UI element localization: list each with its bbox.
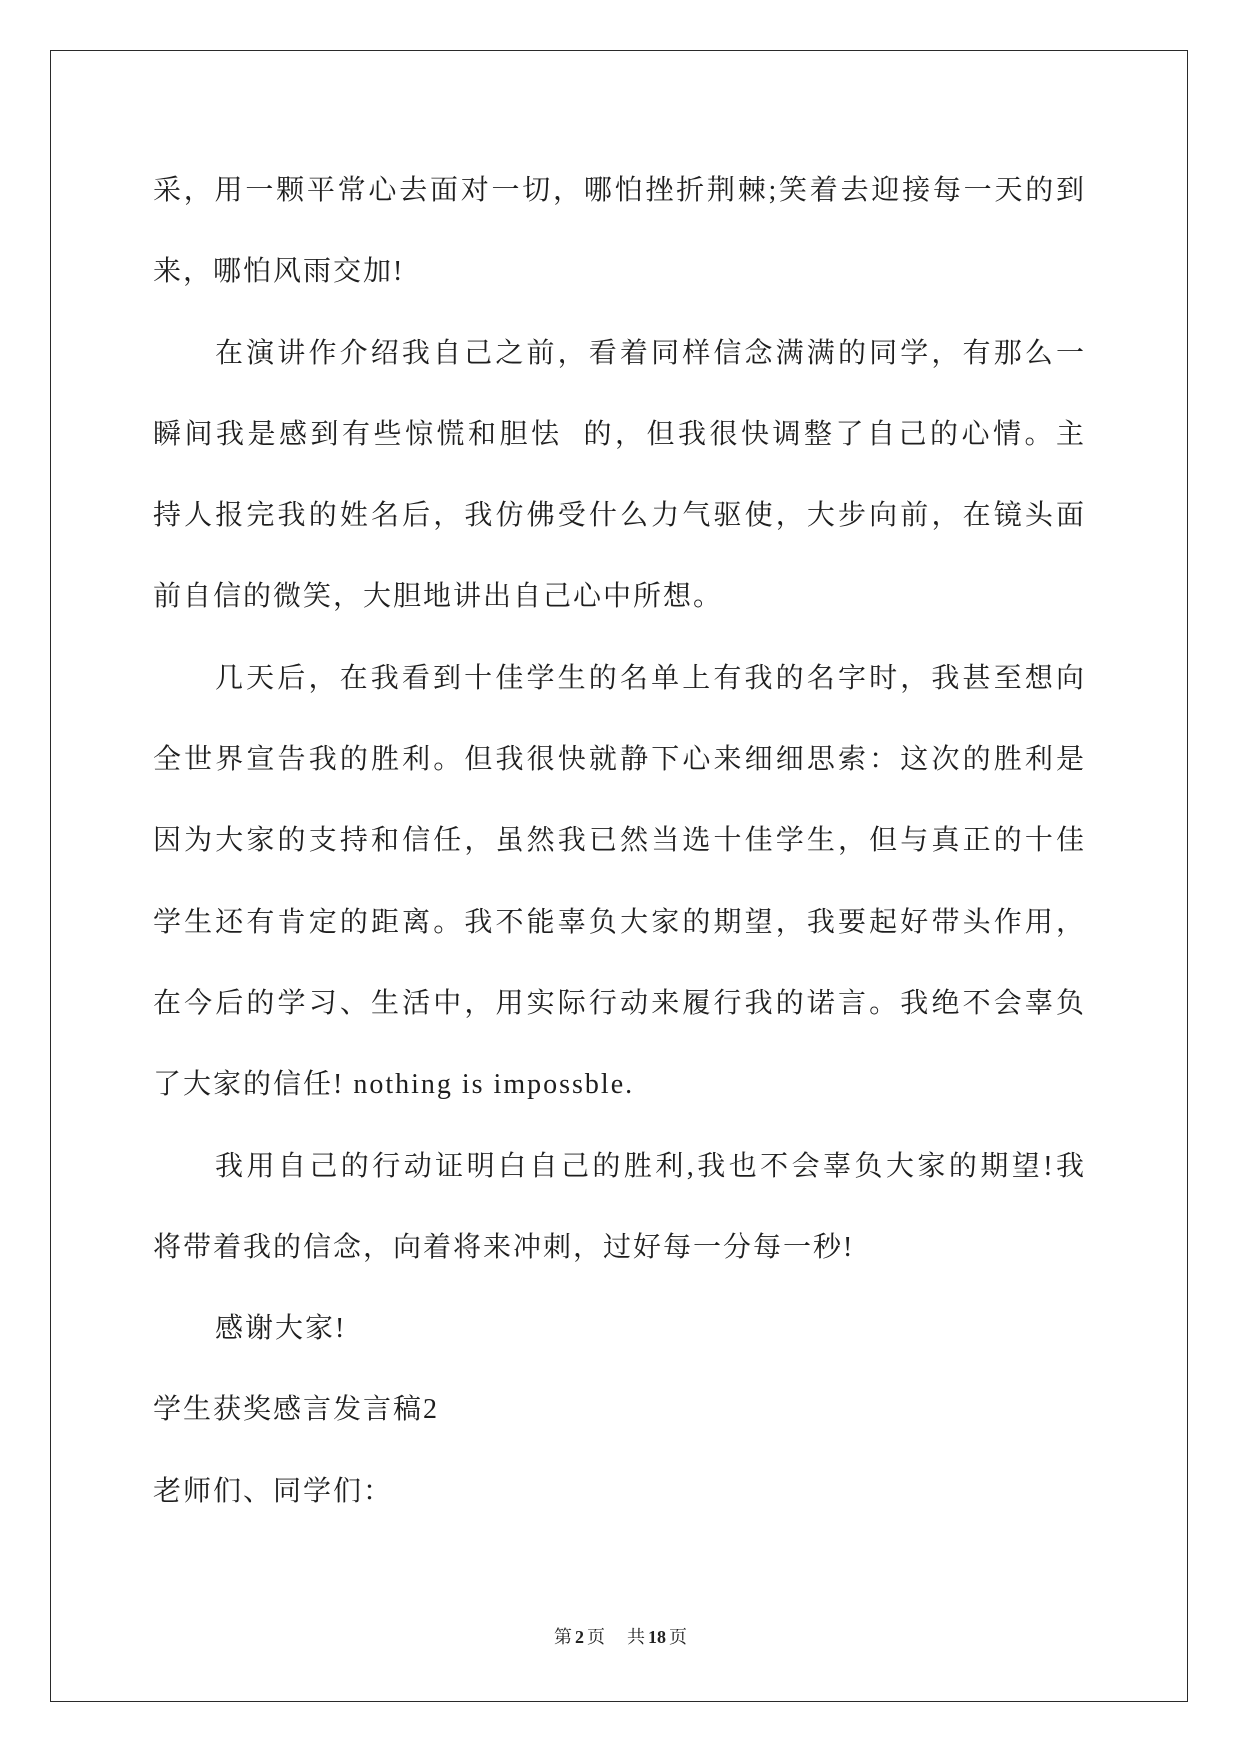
salutation: 老师们、同学们： xyxy=(153,1475,394,1507)
text-line: 了大家的信任! nothing is impossble. xyxy=(153,1069,635,1101)
paragraph xyxy=(153,150,1086,313)
current-page-number: 2 xyxy=(575,1627,584,1647)
paragraph xyxy=(153,638,1086,1126)
text-line: 持人报完我的姓名后，我仿佛受什么力气驱使，大步向前，在镜头面 xyxy=(153,500,1086,532)
text-line: 采，用一颗平常心去面对一切，哪怕挫折荆棘;笑着去迎接每一天的到 xyxy=(153,175,1086,206)
text-line: 全世界宣告我的胜利。但我很快就静下心来细细思索：这次的胜利是 xyxy=(153,744,1086,776)
page-prefix: 第 xyxy=(554,1627,572,1647)
text-line: 在今后的学习、生活中，用实际行动来履行我的诺言。我绝不会辜负 xyxy=(153,987,1086,1019)
text-line: 瞬间我是感到有些惊慌和胆怯 的，但我很快调整了自己的心情。主 xyxy=(153,418,1086,450)
page-suffix: 页 xyxy=(587,1627,605,1647)
text-line: 感谢大家! xyxy=(215,1313,347,1345)
paragraph xyxy=(153,1288,1086,1369)
total-prefix: 共 xyxy=(627,1627,645,1647)
text-line: 学生还有肯定的距离。我不能辜负大家的期望，我要起好带头作用， xyxy=(153,906,1086,938)
text-line: 将带着我的信念，向着将来冲刺，过好每一分每一秒! xyxy=(153,1231,855,1263)
text-line: 我用自己的行动证明白自己的胜利,我也不会辜负大家的期望!我 xyxy=(215,1150,1086,1182)
text-line: 几天后，在我看到十佳学生的名单上有我的名字时，我甚至想向 xyxy=(215,662,1086,694)
text-line: 来，哪怕风雨交加! xyxy=(153,256,405,288)
paragraph xyxy=(153,1126,1086,1289)
text-line: 在演讲作介绍我自己之前，看着同样信念满满的同学，有那么一 xyxy=(215,337,1086,369)
document-body xyxy=(153,150,1086,1532)
text-line: 前自信的微笑，大胆地讲出自己心中所想。 xyxy=(153,581,724,613)
total-pages-number: 18 xyxy=(648,1627,666,1647)
section-title: 学生获奖感言发言稿2 xyxy=(153,1394,440,1426)
text-line: 因为大家的支持和信任，虽然我已然当选十佳学生，但与真正的十佳 xyxy=(153,825,1086,857)
total-suffix: 页 xyxy=(669,1627,687,1647)
paragraph xyxy=(153,313,1086,638)
page-footer xyxy=(0,1622,1241,1652)
